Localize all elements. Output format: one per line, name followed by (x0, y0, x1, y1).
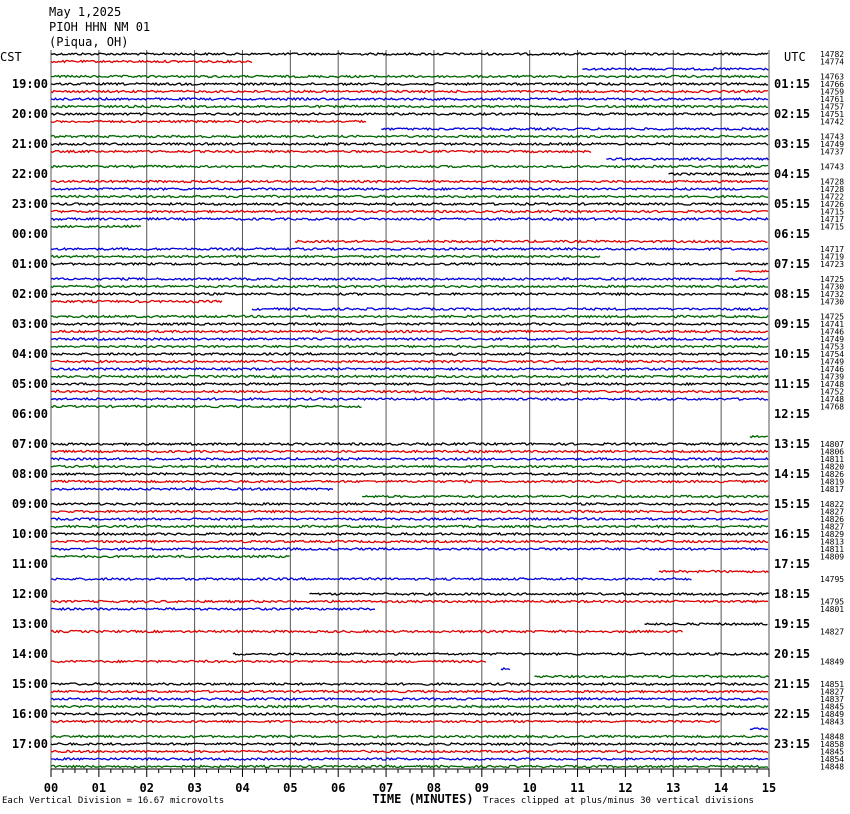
trace-value: 14749 (820, 335, 845, 344)
trace-value: 14763 (820, 72, 845, 82)
trace-segment (51, 53, 768, 55)
trace-value: 14749 (820, 140, 845, 149)
trace-segment (51, 548, 768, 550)
trace-value: 14715 (820, 222, 845, 232)
trace-value: 14806 (820, 447, 845, 457)
x-tick-label: 02 (139, 781, 154, 795)
trace-segment (736, 271, 769, 273)
right-hour-label: 19:15 (774, 617, 811, 631)
trace-value: 14732 (820, 290, 845, 299)
x-tick-label: 14 (713, 781, 729, 795)
trace-value: 14849 (820, 710, 845, 719)
right-hour-labels (774, 77, 810, 751)
trace-segment (51, 143, 768, 145)
trace-value: 14827 (820, 627, 845, 637)
trace-segment (51, 195, 768, 197)
left-hour-label: 11:00 (11, 557, 48, 571)
trace-value: 14848 (820, 762, 845, 772)
trace-segment (51, 75, 768, 77)
trace-value: 14826 (820, 515, 845, 524)
left-hour-label: 05:00 (11, 377, 48, 391)
trace-segment (51, 540, 768, 542)
trace-segment (51, 180, 768, 182)
trace-segment (51, 608, 375, 610)
trace-segment (51, 113, 768, 115)
trace-value: 14827 (820, 687, 845, 697)
trace-segment (645, 623, 768, 625)
left-hour-label: 07:00 (11, 437, 48, 451)
trace-segment (51, 218, 768, 220)
trace-segment (51, 473, 768, 475)
trace-segment (51, 368, 768, 370)
left-hour-label: 08:00 (11, 467, 48, 481)
left-hour-label: 23:00 (11, 197, 48, 211)
trace-segment (51, 705, 768, 707)
trace-segment (669, 173, 770, 175)
left-hour-label: 12:00 (11, 587, 48, 601)
trace-segment (51, 135, 768, 137)
left-hour-label: 13:00 (11, 617, 48, 631)
left-hour-label: 22:00 (11, 167, 48, 181)
right-hour-label: 11:15 (774, 377, 811, 391)
x-tick-label: 01 (91, 781, 107, 795)
trace-segment (51, 443, 768, 445)
trace-segment (51, 390, 768, 392)
trace-value: 14749 (820, 357, 845, 367)
trace-value: 14858 (820, 740, 845, 749)
trace-segment (362, 495, 768, 497)
right-hour-label: 05:15 (774, 197, 811, 211)
left-zone-label: CST (0, 50, 22, 64)
left-hour-label: 03:00 (11, 317, 48, 331)
trace-value: 14723 (820, 260, 845, 269)
trace-segment (51, 353, 768, 355)
trace-segment (51, 150, 591, 152)
trace-segment (51, 698, 768, 700)
trace-segment (51, 315, 768, 317)
trace-value: 14746 (820, 365, 845, 374)
trace-segment (252, 308, 768, 310)
right-hour-label: 21:15 (774, 677, 811, 691)
trace-value: 14743 (820, 162, 845, 172)
left-hour-label: 15:00 (11, 677, 48, 691)
trace-segment (51, 225, 141, 227)
trace-value: 14826 (820, 470, 845, 479)
trace-value: 14829 (820, 530, 845, 539)
trace-value: 14801 (820, 605, 845, 614)
trace-segment (51, 90, 768, 92)
left-hour-label: 02:00 (11, 287, 48, 301)
station-label: PIOH HHN NM 01 (49, 20, 151, 34)
trace-segment (51, 60, 252, 62)
left-hour-label: 10:00 (11, 527, 48, 541)
trace-segment (51, 360, 768, 362)
trace-value: 14809 (820, 552, 845, 562)
trace-segment (233, 653, 769, 655)
trace-segment (295, 240, 767, 242)
trace-segment (51, 458, 768, 460)
trace-segment (51, 98, 768, 100)
right-hour-label: 15:15 (774, 497, 811, 511)
right-hour-label: 06:15 (774, 227, 811, 241)
trace-segment (51, 255, 600, 257)
trace-value: 14819 (820, 477, 845, 487)
trace-segment (51, 480, 768, 482)
trace-value: 14717 (820, 245, 845, 254)
trace-segment (51, 105, 768, 107)
trace-segment (51, 398, 768, 400)
trace-value: 14845 (820, 702, 845, 712)
left-hour-label: 06:00 (11, 407, 48, 421)
left-hour-label: 09:00 (11, 497, 48, 511)
trace-segment (51, 285, 768, 287)
x-tick-label: 15 (761, 781, 777, 795)
right-hour-label: 16:15 (774, 527, 811, 541)
trace-value: 14748 (820, 395, 845, 404)
trace-value: 14822 (820, 500, 845, 509)
trace-value: 14761 (820, 95, 845, 104)
trace-segment (51, 720, 720, 722)
x-tick-label: 03 (187, 781, 202, 795)
trace-value: 14820 (820, 462, 845, 472)
trace-segment (51, 713, 768, 715)
right-hour-label: 20:15 (774, 647, 811, 661)
trace-segment (51, 630, 683, 632)
trace-value: 14746 (820, 327, 845, 337)
trace-segment (51, 248, 768, 250)
trace-segment (51, 188, 768, 190)
trace-segment (381, 128, 768, 130)
trace-value: 14768 (820, 402, 845, 412)
trace-value: 14754 (820, 350, 845, 359)
trace-value: 14751 (820, 110, 845, 119)
left-hour-label: 17:00 (11, 737, 48, 751)
trace-segment (310, 593, 769, 595)
trace-value: 14728 (820, 185, 845, 194)
trace-segment (606, 158, 768, 160)
x-tick-label: 13 (666, 781, 681, 795)
left-hour-label: 14:00 (11, 647, 48, 661)
trace-segment (51, 278, 768, 280)
trace-segment (51, 683, 768, 685)
trace-segment (51, 555, 290, 557)
right-zone-label: UTC (784, 50, 806, 64)
trace-value: 14845 (820, 747, 845, 757)
header (49, 5, 150, 49)
trace-value: 14774 (820, 57, 845, 67)
trace-segment (582, 68, 768, 70)
trace-value: 14737 (820, 147, 845, 157)
left-hour-label: 16:00 (11, 707, 48, 721)
trace-value: 14854 (820, 755, 845, 764)
trace-segment (51, 210, 768, 212)
trace-segment (51, 533, 768, 535)
right-hour-label: 09:15 (774, 317, 811, 331)
trace-segment (51, 165, 768, 167)
trace-value: 14728 (820, 177, 845, 187)
right-hour-label: 02:15 (774, 107, 811, 121)
x-axis-title: TIME (MINUTES) (372, 792, 474, 806)
location-label: (Piqua, OH) (49, 35, 129, 49)
trace-value: 14795 (820, 597, 845, 607)
trace-segment (51, 293, 768, 295)
trace-segment (51, 690, 768, 692)
right-hour-label: 03:15 (774, 137, 811, 151)
left-hour-label: 21:00 (11, 137, 48, 151)
trace-value: 14759 (820, 87, 845, 97)
right-hour-label: 07:15 (774, 257, 811, 271)
x-tick-label: 11 (570, 781, 585, 795)
trace-value: 14725 (820, 312, 845, 322)
trace-value: 14766 (820, 80, 845, 89)
date-label: May 1,2025 (49, 5, 122, 19)
trace-value: 14726 (820, 200, 845, 209)
trace-segment (51, 510, 768, 512)
trace-value: 14811 (820, 545, 845, 554)
trace-segment (51, 120, 366, 122)
right-hour-label: 13:15 (774, 437, 811, 451)
trace-value: 14837 (820, 695, 845, 704)
trace-value: 14743 (820, 132, 845, 142)
trace-value: 14742 (820, 117, 845, 127)
trace-value: 14813 (820, 537, 845, 547)
trace-value: 14757 (820, 102, 845, 112)
trace-value: 14752 (820, 387, 845, 397)
right-hour-label: 01:15 (774, 77, 811, 91)
right-trace-values (820, 50, 844, 772)
trace-value: 14717 (820, 215, 845, 224)
x-tick-label: 00 (43, 781, 59, 795)
trace-value: 14753 (820, 342, 845, 352)
trace-segment (51, 203, 768, 205)
right-hour-label: 14:15 (774, 467, 811, 481)
right-hour-label: 18:15 (774, 587, 811, 601)
trace-segment (51, 323, 768, 325)
left-hour-label: 19:00 (11, 77, 48, 91)
trace-value: 14782 (820, 50, 845, 59)
x-tick-label: 04 (235, 781, 250, 795)
trace-segment (535, 675, 769, 677)
x-tick-label: 07 (378, 781, 394, 795)
trace-value: 14848 (820, 732, 845, 742)
trace-value: 14827 (820, 507, 845, 517)
trace-segment (51, 503, 768, 505)
trace-value: 14730 (820, 297, 845, 307)
trace-segment (501, 668, 510, 670)
trace-segment (51, 330, 768, 332)
x-tick-label: 09 (474, 781, 490, 795)
x-tick-label: 06 (330, 781, 346, 795)
trace-value: 14827 (820, 522, 845, 532)
trace-segment (51, 450, 768, 452)
trace-segment (51, 338, 768, 340)
left-hour-label: 00:00 (11, 227, 48, 241)
right-hour-label: 12:15 (774, 407, 811, 421)
clip-note: Traces clipped at plus/minus 30 vertical divisions (483, 796, 754, 806)
trace-segment (51, 660, 486, 662)
trace-segment (51, 383, 768, 385)
trace-segment (51, 743, 768, 745)
trace-segment (51, 758, 768, 760)
trace-value: 14739 (820, 372, 845, 382)
trace-segment (51, 750, 768, 752)
trace-value: 14811 (820, 455, 845, 464)
trace-value: 14719 (820, 252, 845, 262)
trace-segment (51, 600, 768, 602)
trace-value: 14807 (820, 440, 845, 449)
trace-value: 14722 (820, 192, 845, 202)
right-hour-label: 04:15 (774, 167, 811, 181)
right-hour-label: 23:15 (774, 737, 811, 751)
trace-value: 14795 (820, 575, 845, 584)
trace-segment (51, 405, 362, 407)
trace-segment (51, 345, 768, 347)
seismic-traces (51, 53, 769, 768)
trace-segment (659, 570, 769, 572)
trace-segment (51, 300, 222, 302)
trace-value: 14741 (820, 320, 845, 329)
trace-segment (51, 83, 768, 85)
trace-value: 14817 (820, 485, 845, 494)
x-tick-label: 10 (522, 781, 537, 795)
left-hour-labels (12, 77, 48, 751)
right-hour-label: 17:15 (774, 557, 811, 571)
x-tick-label: 05 (283, 781, 298, 795)
trace-value: 14843 (820, 717, 845, 727)
x-tick-label: 12 (618, 781, 633, 795)
trace-value: 14730 (820, 282, 845, 292)
trace-value: 14748 (820, 380, 845, 389)
right-hour-label: 10:15 (774, 347, 811, 361)
left-hour-label: 01:00 (11, 257, 48, 271)
right-hour-label: 22:15 (774, 707, 811, 721)
trace-value: 14715 (820, 207, 845, 217)
trace-segment (51, 765, 768, 767)
trace-segment (750, 728, 768, 730)
trace-value: 14849 (820, 657, 845, 667)
trace-segment (51, 525, 768, 527)
trace-segment (51, 263, 768, 265)
trace-value: 14725 (820, 275, 845, 284)
trace-value: 14851 (820, 680, 845, 689)
trace-segment (51, 735, 768, 737)
scale-note: Each Vertical Division = 16.67 microvolts (2, 796, 225, 806)
x-tick-label: 08 (426, 781, 442, 795)
trace-segment (750, 436, 768, 438)
trace-segment (51, 518, 768, 520)
right-hour-label: 08:15 (774, 287, 811, 301)
left-hour-label: 20:00 (11, 107, 48, 121)
trace-segment (51, 465, 768, 467)
left-hour-label: 04:00 (11, 347, 48, 361)
trace-segment (51, 375, 768, 377)
